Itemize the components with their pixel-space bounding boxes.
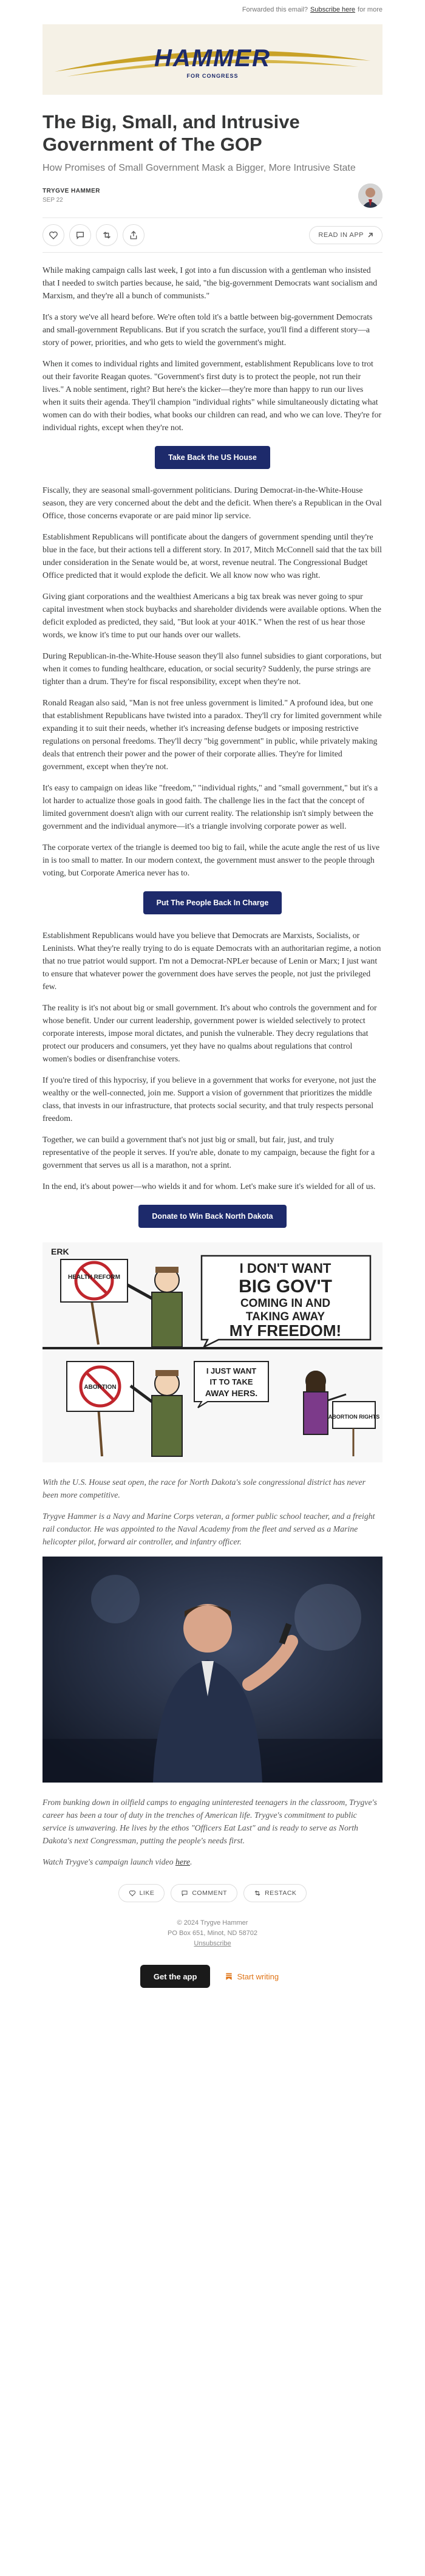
restack-button[interactable]: [96, 224, 118, 246]
paragraph: While making campaign calls last week, I got into a fun discussion with a gentleman who insisted that I needed to switch parties because, he said, "the big-government Democrats want socialism and Marxism, and they're all a bunch of communists.": [42, 265, 378, 300]
footer-restack-button[interactable]: [243, 1884, 307, 1902]
paragraph: Together, we can build a government that's not just big or small, but fair, just, and truly representative of the people it serves. If you're able, donate to my campaign, because the fight for a government that serves us all is a marathon, not a sprint.: [42, 1135, 375, 1170]
launch-video-link[interactable]: here: [175, 1857, 190, 1866]
put-people-back-button[interactable]: Put The People Back In Charge: [143, 891, 282, 914]
launch-line: [42, 1855, 382, 1868]
restack-icon: [254, 1889, 261, 1897]
post-date: SEP 22: [42, 197, 63, 204]
heart-icon: [129, 1889, 136, 1897]
paragraph: During Republican-in-the-White-House season they'll also funnel subsidies to giant corporations, but when it comes to funding healthcare, education, or social security? Suddenly, the purse strings are tighter than a drum. They're for fiscal responsibility, except when they're not.: [42, 651, 382, 686]
logo-tagline: FOR CONGRESS: [186, 73, 239, 79]
comment-label: COMMENT: [192, 1889, 228, 1897]
candidate-photo-image: [42, 1557, 382, 1783]
share-button[interactable]: [123, 224, 144, 246]
post-title: The Big, Small, and Intrusive Government of The GOP: [42, 111, 300, 155]
bubble-line: AWAY HERS.: [205, 1388, 258, 1398]
donate-button[interactable]: Donate to Win Back North Dakota: [138, 1205, 286, 1228]
comment-icon: [181, 1889, 188, 1897]
restack-label: RESTACK: [265, 1889, 297, 1897]
paragraph: The corporate vertex of the triangle is deemed too big to fail, while the acute angle the rest of us live in is too small to matter. In our modern context, the government must answer to the people through voting, but Corporate America never has to.: [42, 843, 380, 877]
paragraph: Fiscally, they are seasonal small-government politicians. During Democrat-in-the-White-House season, they are very concerned about the debt and the deficit. When there's a Republican in the Oval Office, those concerns evaporate or are paid minor lip service.: [42, 485, 382, 520]
cartoon-illustration: [42, 1242, 382, 1462]
paragraph: If you're tired of this hypocrisy, if you believe in a government that works for everyone, not just the wealthy or the well-connected, join me. Support a vision of government that prioritizes the middle class, that invests in our infrastructure, that protects social security, and that truly respects personal freedom.: [42, 1075, 376, 1123]
paragraph: It's easy to campaign on ideas like "freedom," "individual rights," and "small government," but it's a lot harder to actualize those goals in good faith. The challenge lies in the fact that the concept of limited government doesn't align with our current reality. The relationship isn't simply between the government and the individual anymore—it's a triangle involving corporate power as well.: [42, 783, 378, 831]
paragraph: When it comes to individual rights and limited government, establishment Republicans love to trot out their favorite Reagan quotes. "Government's first duty is to protect the people, not run their lives." A noble sentiment, right? But here's the kicker—they're more than happy to run our lives when it suits their agenda. They'll champion "individual rights" while simultaneously dictating what women can do with their bodies, what books our children can read, and who we can love. They're for individual rights, except when they're not.: [42, 359, 382, 432]
like-label: LIKE: [139, 1889, 155, 1897]
political-cartoon[interactable]: [42, 1242, 382, 1462]
bubble-line: MY FREEDOM!: [229, 1321, 342, 1340]
paragraph: Giving giant corporations and the wealthiest Americans a big tax break was never going to spur capital investment when stock buybacks and shareholder dividends were available options. When the deficit exploded as predicted, they said, "But look at your 401K." When the rest of us hear those words, we know it's time to put our hands over our wallets.: [42, 592, 381, 639]
comment-icon: [75, 230, 85, 240]
like-button[interactable]: [42, 224, 64, 246]
app-promo: [42, 1965, 382, 1988]
caption: With the U.S. House seat open, the race for North Dakota's sole congressional district has never been more competitive.: [42, 1478, 366, 1499]
footer-like-button[interactable]: [118, 1884, 165, 1902]
bubble-line: COMING IN AND: [240, 1297, 331, 1310]
comment-button[interactable]: [69, 224, 91, 246]
launch-text: Watch Trygve's campaign launch video: [42, 1857, 174, 1866]
read-in-app-label: READ IN APP: [318, 231, 364, 239]
footer-comment-button[interactable]: [171, 1884, 237, 1902]
restack-icon: [102, 230, 112, 240]
paragraph: Establishment Republicans will pontificate about the dangers of government spending until they're blue in the face, but their actions tell a different story. In 2017, Mitch McConnell said that the tax bill under consideration in the Senate would be, at worst, revenue neutral. The Congressional Budget Office predicted that it would explode the deficit. We all know now who was right.: [42, 532, 382, 580]
sign-text: ABORTION RIGHTS: [328, 1414, 380, 1420]
forward-notice: [0, 0, 425, 19]
start-writing-label: Start writing: [237, 1971, 279, 1981]
paragraph: The reality is it's not about big or small government. It's about who controls the government and for whose benefit. Under our current leadership, government power is wielded selectively to protect corporate interests, impose moral dictates, and punish the vulnerable. They decry regulations that protect our producers and consumers, yet they have no qualms about regulations that control women's bodies or disenfranchise voters.: [42, 1003, 377, 1063]
avatar[interactable]: [358, 183, 382, 208]
substack-icon: [225, 1972, 233, 1981]
copyright: © 2024 Trygve Hammer: [177, 1919, 248, 1927]
forward-text: Forwarded this email?: [242, 6, 308, 13]
address: PO Box 651, Minot, ND 58702: [168, 1930, 257, 1937]
bubble-line: I JUST WANT: [206, 1366, 257, 1375]
paragraph: It's a story we've all heard before. We're often told it's a battle between big-government Democrats and small-government Republicans. But if you scratch the surface, you'll find a different story—a story of power, priorities, and who gets to wield the government's might.: [42, 312, 373, 347]
byline: [42, 183, 382, 208]
heart-icon: [49, 230, 58, 240]
subscribe-link[interactable]: Subscribe here: [310, 6, 356, 13]
paragraph: In the end, it's about power—who wields it and for whom. Let's make sure it's wielded for all of us.: [42, 1182, 376, 1191]
sign-text: HEALTH REFORM: [68, 1274, 120, 1281]
forward-suffix: for more: [358, 6, 382, 13]
author-name[interactable]: TRYGVE HAMMER: [42, 188, 101, 194]
cartoon-signature: ERK: [51, 1247, 69, 1256]
unsubscribe-link[interactable]: Unsubscribe: [194, 1940, 231, 1947]
paragraph: Ronald Reagan also said, "Man is not free unless government is limited." A profound idea, but one that establishment Republicans have twisted into a paradox. They'll cry for limited government while expanding it to suit their needs, whether it's increasing defense budgets or imposing restrictive regulations on personal freedoms. They'll decry "big government" in public, while privately making deals that entrench their power and the power of their corporate allies. They're for limited government, except when they're not.: [42, 698, 382, 771]
take-back-house-button[interactable]: Take Back the US House: [155, 446, 270, 469]
candidate-photo[interactable]: [42, 1557, 382, 1783]
avatar-image: [358, 183, 382, 208]
bubble-line: TAKING AWAY: [245, 1310, 325, 1323]
share-icon: [129, 230, 138, 240]
masthead-banner[interactable]: [42, 24, 382, 95]
bubble-line: IT TO TAKE: [209, 1377, 253, 1386]
external-arrow-icon: [367, 232, 373, 238]
speech-bubble: [202, 1256, 370, 1347]
caption: From bunking down in oilfield camps to engaging uninterested teenagers in the classroom, Trygve's career has been a tour of duty in the trenches of American life. Trygve's commitment to public service is unwavering. He lives by the ethos "Officers Eat Last" and is ready to serve as North Dakota's next Congressman, putting the people's needs first.: [42, 1798, 377, 1845]
read-in-app-button[interactable]: [309, 226, 382, 244]
get-app-button[interactable]: Get the app: [140, 1965, 211, 1988]
post-subtitle: How Promises of Small Government Mask a Bigger, More Intrusive State: [42, 163, 356, 173]
sign-text: ABORTION: [84, 1384, 117, 1391]
paragraph: Establishment Republicans would have you believe that Democrats are Marxists, Socialists, or Leninists. What they're really trying to do is equate Democrats with an authoritarian regime, a notion that no true patriot would support. I'm not a Democrat-NPLer because of Lenin or Marx; I just want to ensure that whatever power the government does have serves the people, not just the privileged few.: [42, 931, 381, 991]
bubble-line: BIG GOV'T: [239, 1276, 332, 1297]
post-actions-bar: [42, 218, 382, 253]
start-writing-button[interactable]: [219, 1965, 285, 1988]
footer-actions: [42, 1884, 382, 1902]
launch-suffix: .: [189, 1857, 192, 1866]
bubble-line: I DON'T WANT: [239, 1261, 332, 1276]
caption: Trygve Hammer is a Navy and Marine Corps veteran, a former public school teacher, and a freight rail conductor. He was appointed to the Naval Academy from the fleet and served as a Marine helicopter pilot, forward air controller, and infantry officer.: [42, 1512, 375, 1546]
logo-name: HAMMER: [154, 45, 271, 72]
footer: [42, 1918, 382, 1949]
small-speech-bubble: [194, 1362, 268, 1408]
post-body: [42, 264, 382, 1868]
